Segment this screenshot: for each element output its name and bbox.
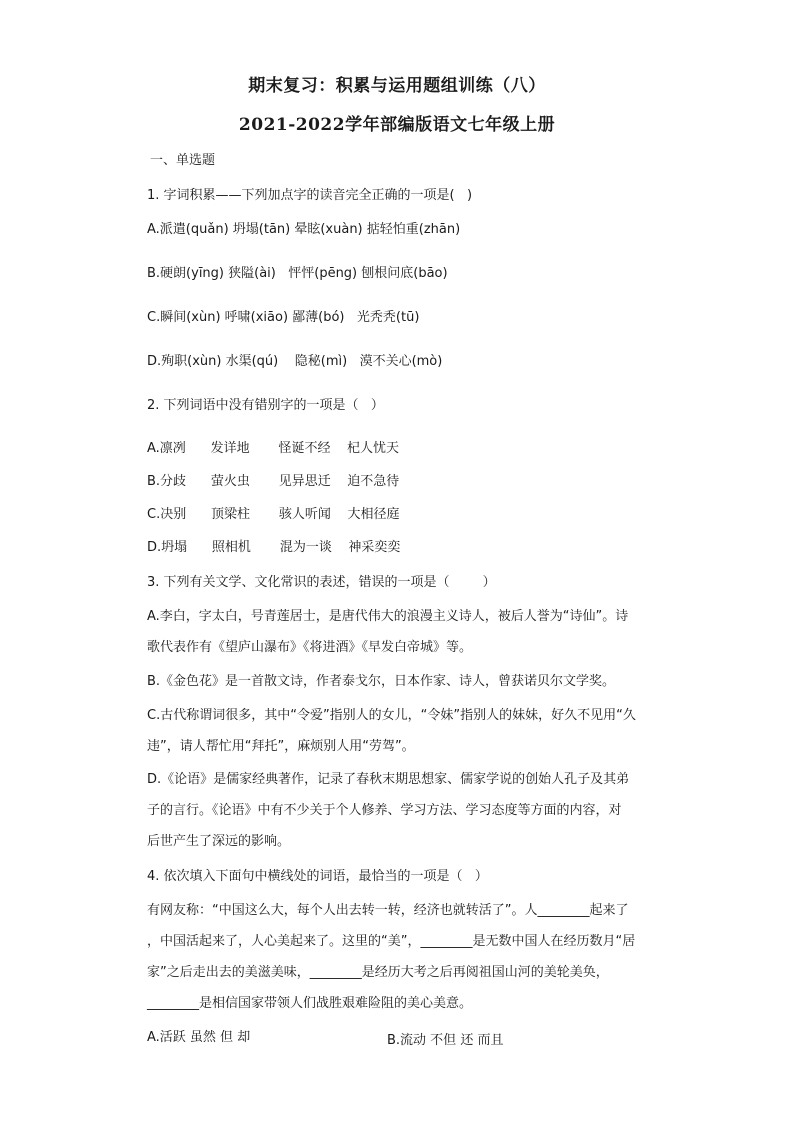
question-4-option-b: B.流动 不但 还 而且 xyxy=(387,1033,504,1048)
question-2-option-a: A.凛冽 发详地 怪诞不经 杞人忧天 xyxy=(147,441,400,456)
page-title: 期末复习：积累与运用题组训练（八） xyxy=(248,76,546,96)
question-4-option-a: A.活跃 虽然 但 却 xyxy=(147,1030,251,1045)
question-2-option-b: B.分歧 萤火虫 见异思迁 迫不急待 xyxy=(147,474,400,489)
question-4-line: ，中国活起来了，人心美起来了。这里的“美”，________是无数中国人在经历数月“居 xyxy=(147,934,636,949)
question-3-line: 后世产生了深远的影响。 xyxy=(147,834,291,849)
question-4-line: 家”之后走出去的美滋美味，________是经历大考之后再阅祖国山河的美轮美奂， xyxy=(147,965,609,980)
question-4-line: 有网友称：“中国这么大，每个人出去转一转，经济也就转活了”。人________起来了 xyxy=(147,903,629,918)
question-4-line: ________是相信国家带领人们战胜艰难险阻的美心美意。 xyxy=(147,996,473,1011)
question-1-option-c: C.瞬间(xùn) 呼啸(xiāo) 鄙薄(bó) 光秃秃(tū) xyxy=(147,310,420,325)
question-4-stem: 4. 依次填入下面句中横线处的词语，最恰当的一项是（ ） xyxy=(147,869,488,884)
section-heading: 一、单选题 xyxy=(150,153,216,168)
question-2-option-d: D.坍塌 照相机 混为一谈 神采奕奕 xyxy=(147,540,401,555)
question-2-option-c: C.决别 顶梁柱 骇人听闻 大相径庭 xyxy=(147,507,400,522)
page-subtitle: 2021-2022学年部编版语文七年级上册 xyxy=(238,115,556,135)
question-3-line: A.李白，字太白，号青莲居士，是唐代伟大的浪漫主义诗人，被后人誉为“诗仙”。诗 xyxy=(147,609,629,624)
question-3-line: 子的言行。《论语》中有不少关于个人修养、学习方法、学习态度等方面的内容，对 xyxy=(147,803,622,818)
question-3-line: C.古代称谓词很多，其中“令爱”指别人的女儿，“令妹”指别人的妹妹，好久不见用“久 xyxy=(147,708,636,723)
question-3-line: D.《论语》是儒家经典著作，记录了春秋末期思想家、儒家学说的创始人孔子及其弟 xyxy=(147,772,630,787)
question-3-line: 歌代表作有《望庐山瀑布》《将进酒》《早发白帝城》等。 xyxy=(147,640,473,655)
question-1-option-a: A.派遣(quǎn) 坍塌(tān) 晕眩(xuàn) 掂轻怕重(zhān) xyxy=(147,222,461,237)
question-1-option-d: D.殉职(xùn) 水渠(qú) 隐秘(mì) 漠不关心(mò) xyxy=(147,354,443,369)
question-3-stem: 3. 下列有关文学、文化常识的表述，错误的一项是（ ） xyxy=(147,575,496,590)
question-1-stem: 1. 字词积累——下列加点字的读音完全正确的一项是( ) xyxy=(147,188,473,203)
question-3-line: 违”，请人帮忙用“拜托”，麻烦别人用“劳驾”。 xyxy=(147,739,415,754)
question-2-stem: 2. 下列词语中没有错别字的一项是（ ） xyxy=(147,398,384,413)
question-1-option-b: B.硬朗(yīng) 狭隘(ài) 怦怦(pēng) 刨根问底(bāo) xyxy=(147,266,448,281)
question-3-line: B.《金色花》是一首散文诗，作者泰戈尔，日本作家、诗人，曾获诺贝尔文学奖。 xyxy=(147,674,616,689)
